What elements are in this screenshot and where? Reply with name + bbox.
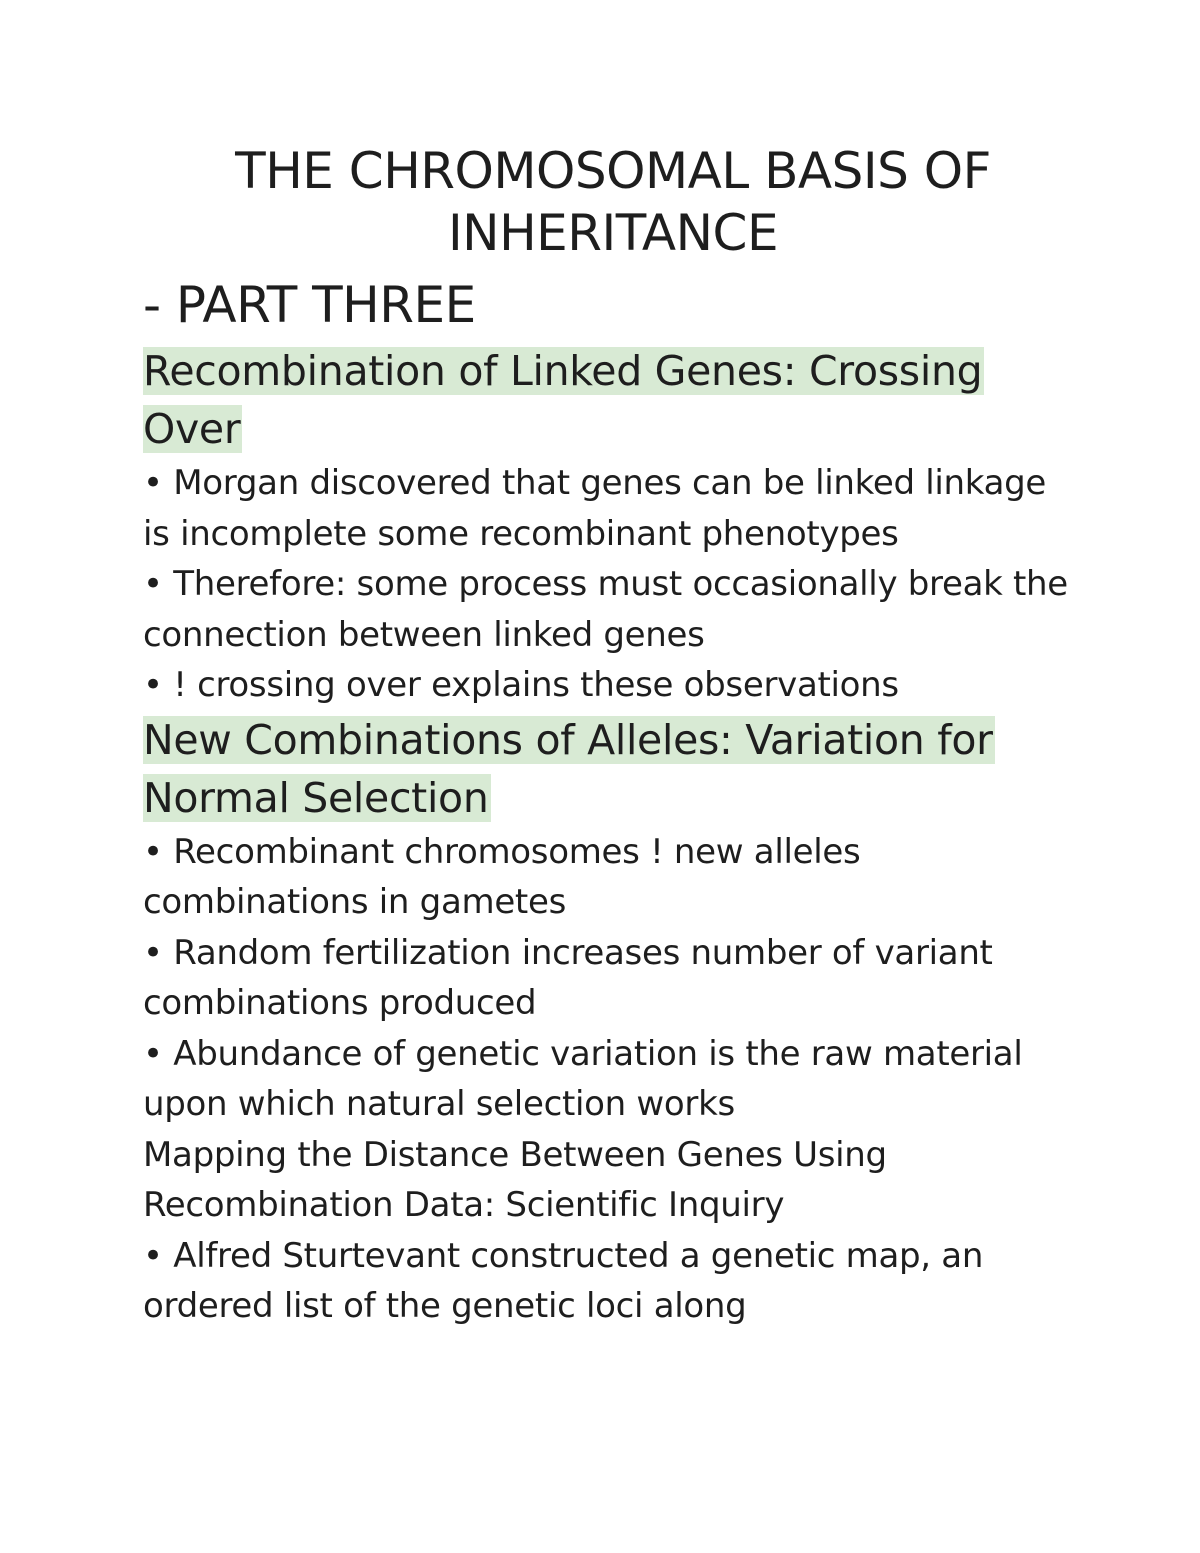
bullet-therefore: • Therefore: some process must occasionally break the connection between linked genes: [143, 564, 1068, 655]
bullet-crossing-over: • ! crossing over explains these observations: [143, 665, 899, 705]
bullet-genetic-variation: • Abundance of genetic variation is the raw material upon which natural selection works: [143, 1033, 1023, 1124]
highlighted-heading-text: New Combinations of Alleles: Variation for Normal Selection: [143, 715, 993, 822]
part-label: - PART THREE: [143, 276, 476, 334]
bullet-random-fertilization: • Random fertilization increases number of variant combinations produced: [143, 932, 993, 1023]
document-title: [143, 140, 1083, 264]
section-heading-crossing-over: [143, 342, 1083, 458]
page-content: [143, 140, 1083, 1332]
bullet-sturtevant: • Alfred Sturtevant constructed a genetic map, an ordered list of the genetic loci along: [143, 1235, 984, 1326]
section-heading-mapping: Mapping the Distance Between Genes Using Recombination Data: Scientific Inquiry: [143, 1134, 887, 1225]
title-line-1: THE CHROMOSOMAL BASIS OF: [235, 142, 991, 200]
title-line-2: INHERITANCE: [447, 204, 779, 262]
bullet-morgan: • Morgan discovered that genes can be linked linkage is incomplete some recombinant phenotypes: [143, 463, 1046, 554]
bullet-recombinant-chromosomes: • Recombinant chromosomes ! new alleles combinations in gametes: [143, 831, 861, 922]
section-heading-new-combinations: [143, 711, 1083, 827]
highlighted-heading-text: Recombination of Linked Genes: Crossing Over: [143, 347, 983, 453]
